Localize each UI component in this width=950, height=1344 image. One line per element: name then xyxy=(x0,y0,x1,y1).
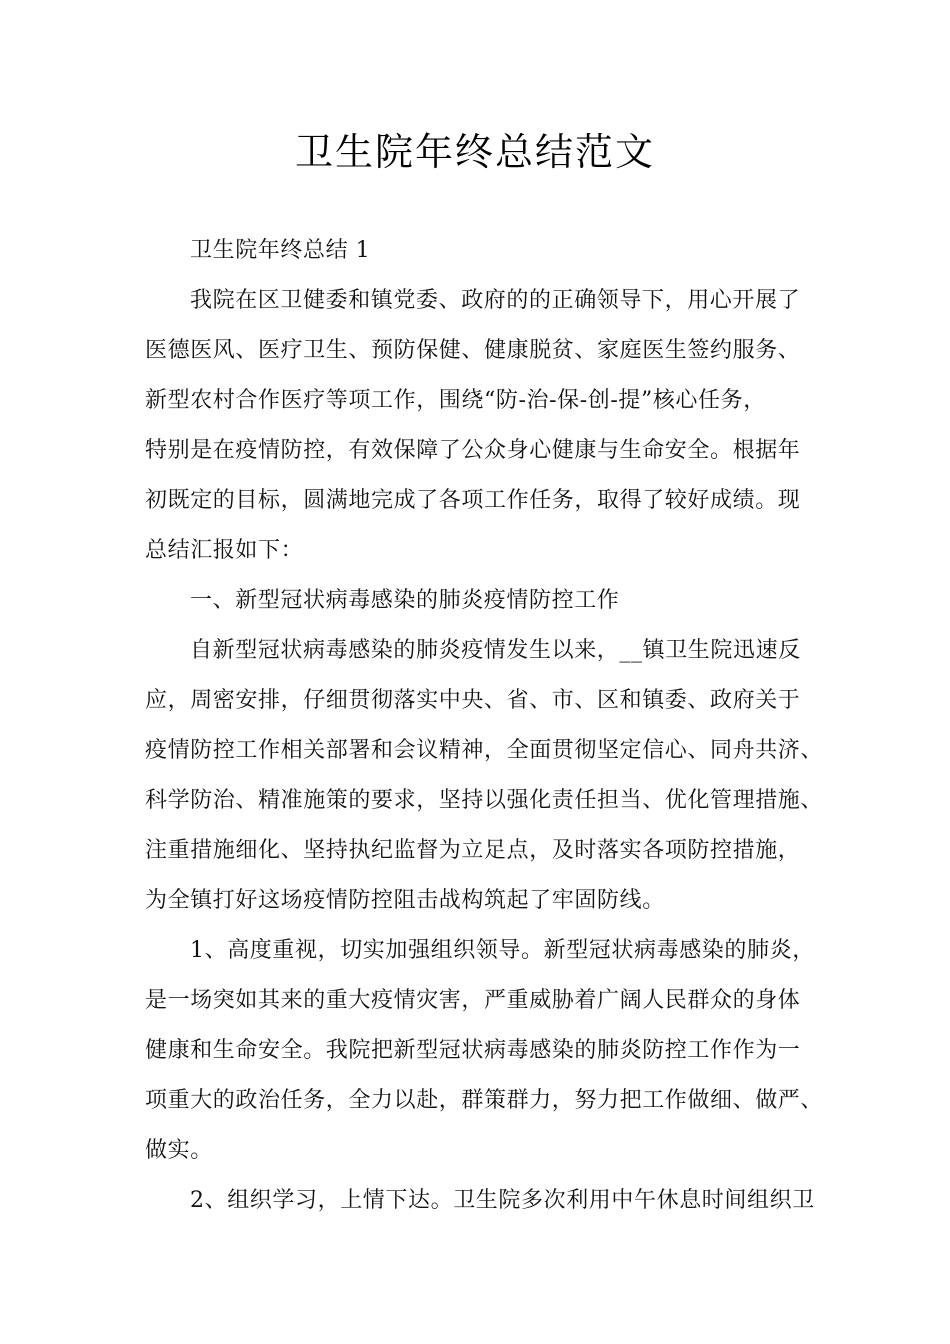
paragraph-line: 健康和生命安全。我院把新型冠状病毒感染的肺炎防控工作作为一 xyxy=(145,1038,801,1063)
document-title: 卫生院年终总结范文 xyxy=(294,130,655,174)
paragraph-line: 1、高度重视，切实加强组织领导。新型冠状病毒感染的肺炎， xyxy=(190,938,815,963)
paragraph-line: 注重措施细化、坚持执纪监督为立足点，及时落实各项防控措施， xyxy=(145,838,801,863)
paragraph-line: 项重大的政治任务，全力以赴，群策群力，努力把工作做细、做严、 xyxy=(145,1088,824,1113)
section-heading: 卫生院年终总结 1 xyxy=(190,238,371,263)
paragraph-line: 总结汇报如下： xyxy=(145,538,304,563)
paragraph-line: 新型农村合作医疗等项工作，围绕“防-治-保-创-提”核心任务， xyxy=(145,388,766,413)
paragraph-line: 应，周密安排，仔细贯彻落实中央、省、市、区和镇委、政府关于 xyxy=(145,688,801,713)
paragraph-line: 为全镇打好这场疫情防控阻击战构筑起了牢固防线。 xyxy=(145,888,665,913)
paragraph-line: 特别是在疫情防控，有效保障了公众身心健康与生命安全。根据年 xyxy=(145,438,801,463)
paragraph-line: 疫情防控工作相关部署和会议精神，全面贯彻坚定信心、同舟共济、 xyxy=(145,738,824,763)
section-heading: 一、新型冠状病毒感染的肺炎疫情防控工作 xyxy=(190,588,620,613)
paragraph-line: 医德医风、医疗卫生、预防保健、健康脱贫、家庭医生签约服务、 xyxy=(145,338,801,363)
paragraph-line: 科学防治、精准施策的要求，坚持以强化责任担当、优化管理措施、 xyxy=(145,788,824,813)
paragraph-line: 是一场突如其来的重大疫情灾害，严重威胁着广阔人民群众的身体 xyxy=(145,988,801,1013)
paragraph-line: 我院在区卫健委和镇党委、政府的的正确领导下，用心开展了 xyxy=(190,288,801,313)
paragraph-line: 初既定的目标，圆满地完成了各项工作任务，取得了较好成绩。现 xyxy=(145,488,801,513)
paragraph-line: 2、组织学习，上情下达。卫生院多次利用中午休息时间组织卫 xyxy=(190,1188,815,1213)
paragraph-line: 做实。 xyxy=(145,1138,213,1163)
paragraph-line: 自新型冠状病毒感染的肺炎疫情发生以来，__镇卫生院迅速反 xyxy=(190,638,801,663)
